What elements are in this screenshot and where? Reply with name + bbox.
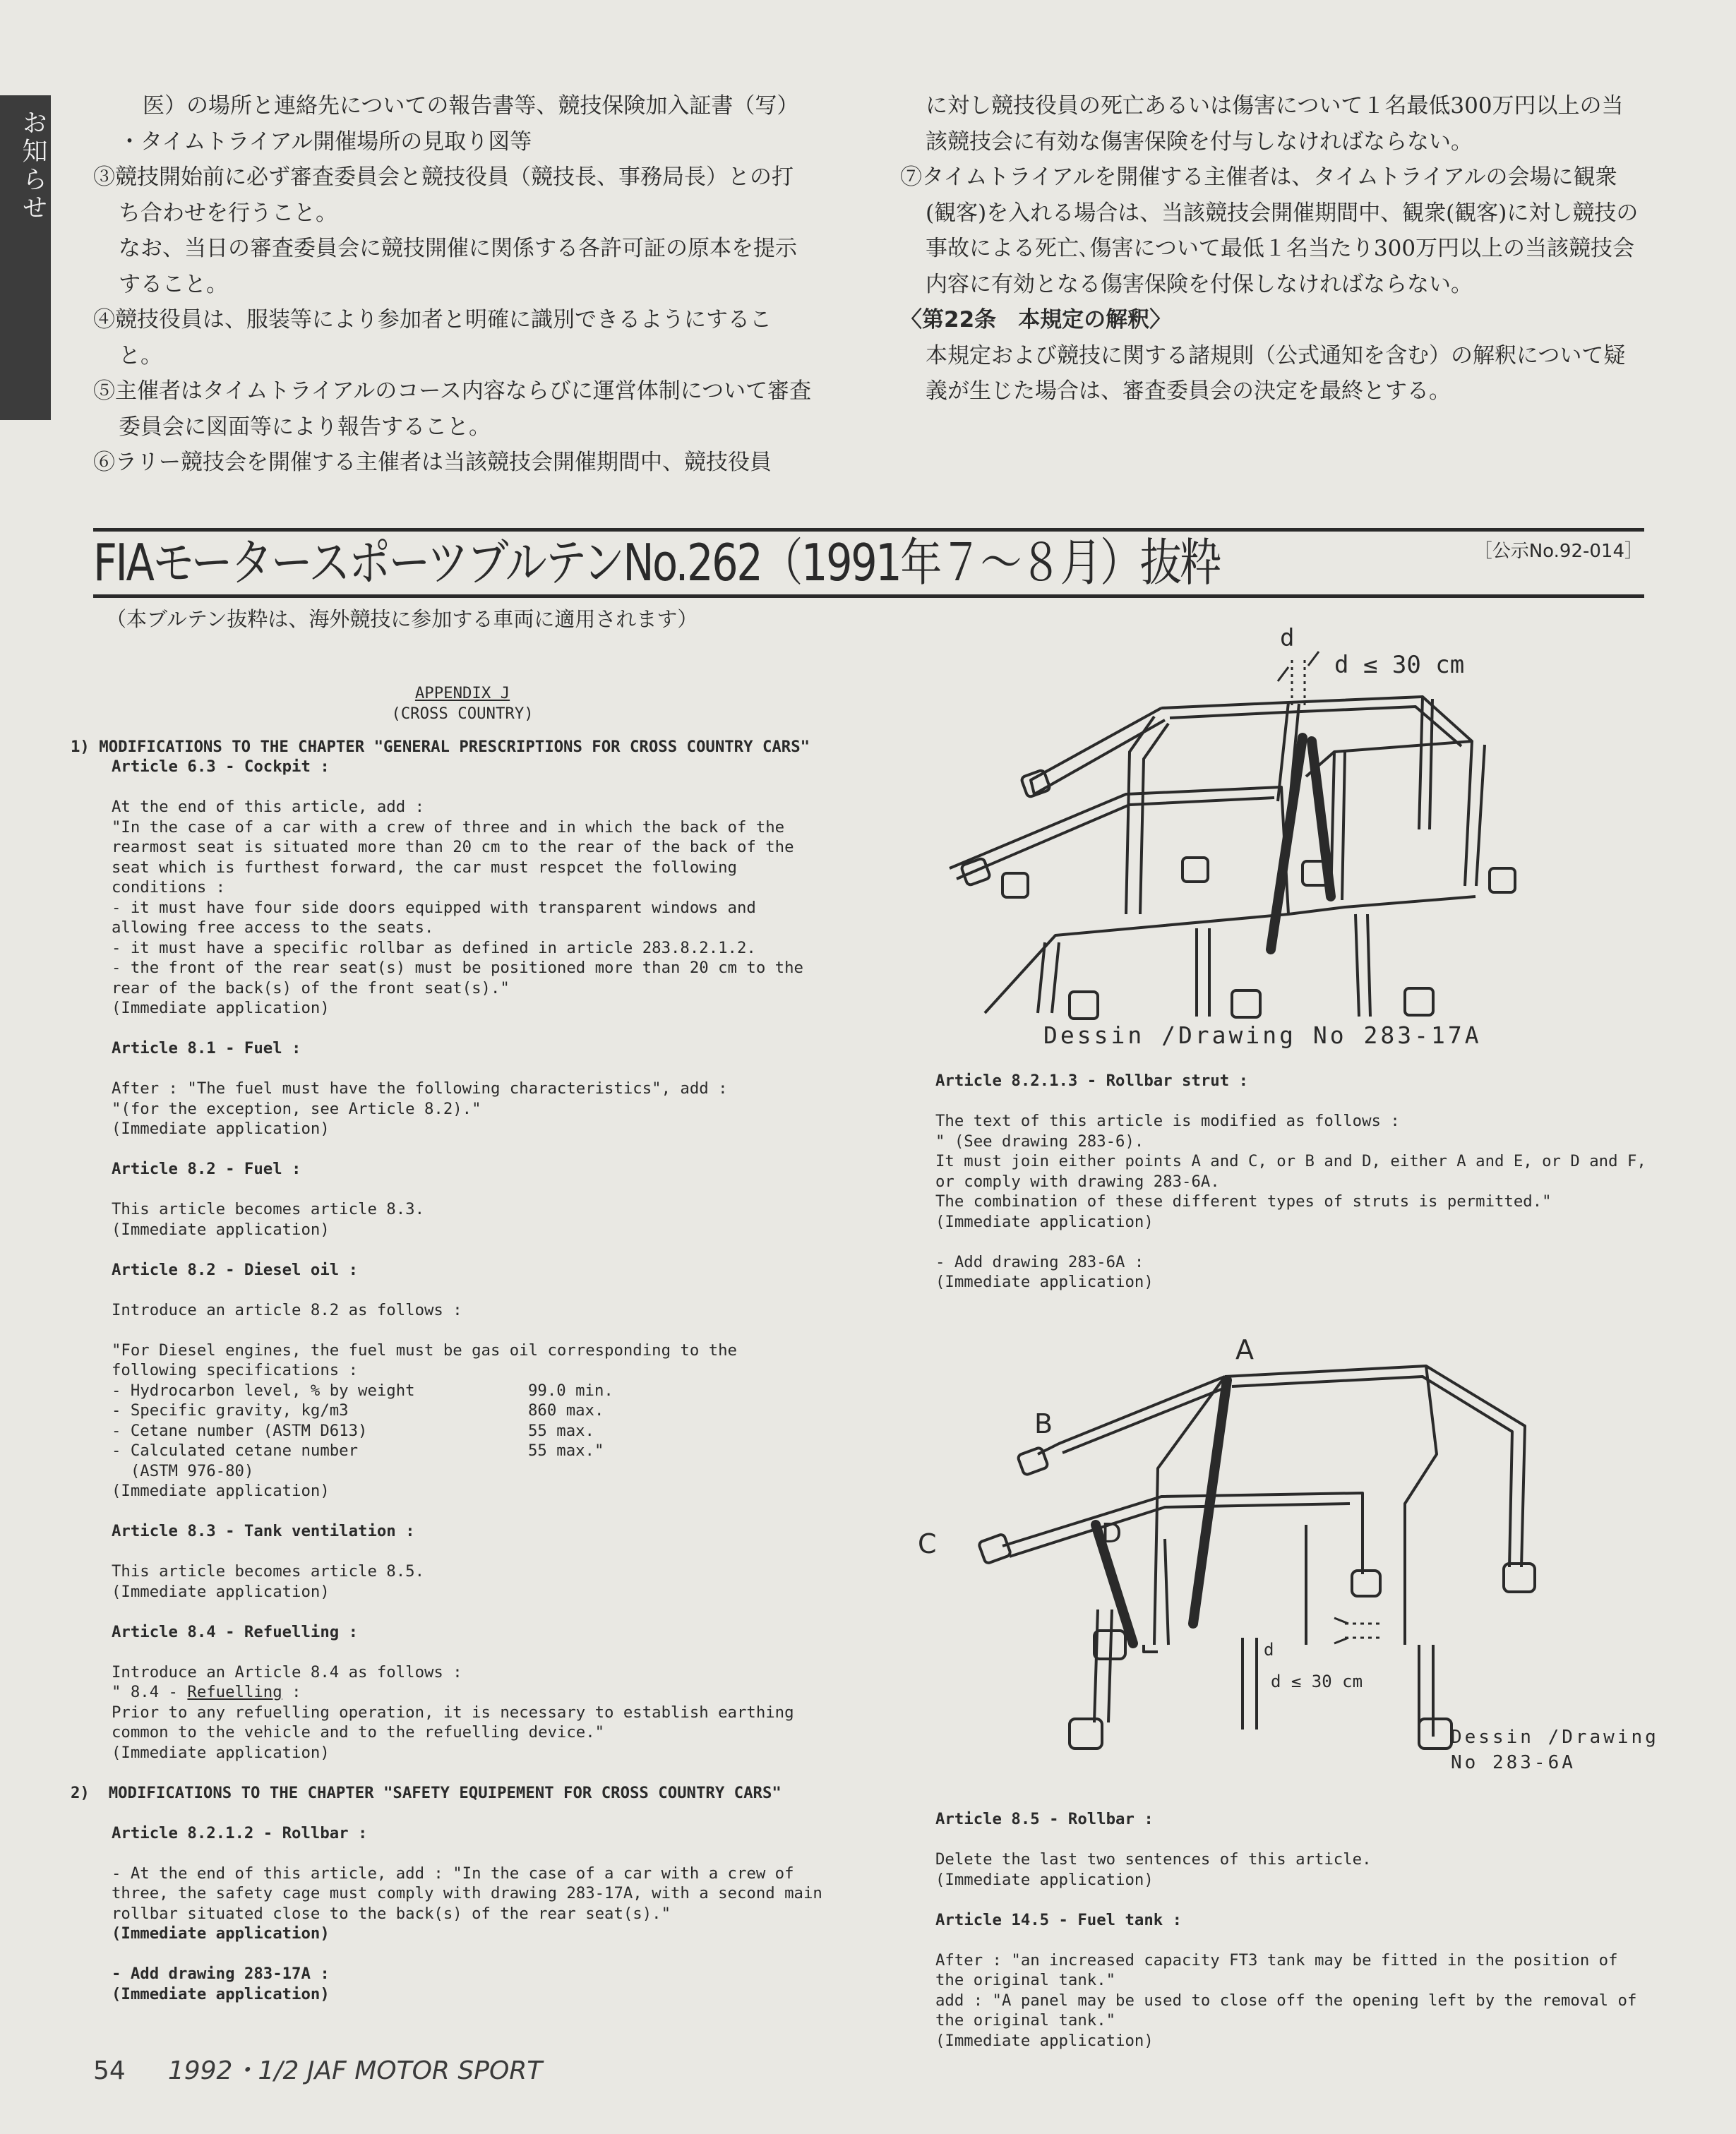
jp-paragraph: 医）の場所と連絡先についての報告書等、競技保険加入証書（写） (143, 93, 799, 119)
article-text: This article becomes article 8.5. (Immediate application) (112, 1562, 424, 1601)
article-heading: Article 6.3 - Cockpit : (112, 757, 330, 776)
article-heading: Article 8.5 - Rollbar : (935, 1810, 1154, 1828)
article-text: After : "The fuel must have the following characteristics", add : "(for the exception, see Article 8.2)." (Immediate application) (112, 1079, 728, 1138)
article-heading: Article 8.3 - Tank ventilation : (112, 1522, 415, 1540)
article-heading: Article 8.2.1.2 - Rollbar : (112, 1823, 368, 1842)
article-heading: Article 14.5 - Fuel tank : (935, 1910, 1183, 1929)
drawing-caption-line: Dessin /Drawing (1451, 1727, 1659, 1748)
spec-row (112, 1401, 826, 1421)
spec-list (71, 1381, 826, 1461)
appendix-subtitle: (CROSS COUNTRY) (391, 704, 534, 723)
spec-row (112, 1381, 826, 1401)
rollcage-drawing-283-6a (911, 1313, 1652, 1779)
english-text-right-lower (935, 1809, 1656, 2071)
article-text: This article becomes article 8.3. (Immediate application) (112, 1200, 424, 1239)
jp-paragraph: ⑤主催者はタイムトライアルのコース内容ならびに運営体制について審査委員会に図面等により報告すること。 (93, 378, 812, 440)
article-heading: Article 8.4 - Refuelling : (112, 1622, 359, 1641)
rollcage-drawing-283-17a (893, 618, 1564, 1069)
jp-paragraph: なお、当日の審査委員会に競技開催に関係する各許可証の原本を提示すること。 (119, 236, 797, 297)
point-d-label: D (1101, 1518, 1123, 1549)
article-text: The text of this article is modified as follows : " (See drawing 283-6). It must join either points A and C, or B and D, either A and E, or D and F, or comply with drawing 283-6A. The combination of these different types of struts is permitted." (Immediate application) (935, 1112, 1646, 1231)
point-c-label: C (918, 1528, 937, 1559)
article-text: At the end of this article, add : "In the case of a car with a crew of three and in which the back of the rearmost seat is situated more than 20 cm to the rear of the back of the seat which is furthest forward, the car must respcet the following conditions : - it must have four side doors equipped with transparent windows and allowing free access to the seats. - it must have a specific rollbar as defined in article 283.8.2.1.2. - the front of the rear seat(s) must be positioned more than 20 cm to the rear of the back(s) of the front seat(s)." (Immediate application) (112, 798, 803, 1017)
spec-name: - Calculated cetane number (112, 1441, 359, 1460)
article-text: After : "an increased capacity FT3 tank may be fitted in the position of the original tank." add : "A panel may be used to close off the opening left by the removal of the original tank." (Immediate application) (935, 1950, 1637, 2050)
appendix-title: APPENDIX J (414, 684, 510, 702)
dimension-d-label: d (1264, 1640, 1274, 1660)
spec-value: 99.0 min. (528, 1381, 613, 1400)
jp-paragraph: に対し競技役員の死亡あるいは傷害について１名最低300万円以上の当該競技会に有効な傷害保険を付与しなければならない。 (926, 93, 1624, 155)
notice-reference: ［公示No.92-014］ (1473, 541, 1643, 562)
jp-paragraph: ④競技役員は、服装等により参加者と明確に識別できるようにすること。 (93, 307, 772, 368)
jp-paragraph: ⑦タイムトライアルを開催する主催者は、タイムトライアルの会場に観衆(観客)を入れる場合は、当該競技会開催期間中、観衆(観客)に対し競技の事故による死亡､傷害について最低１名当たり300万円以上の当該競技会内容に有効となる傷害保険を付保しなければならない。 (900, 164, 1639, 297)
quote-term: Refuelling (187, 1683, 282, 1701)
spec-name: - Cetane number (ASTM D613) (112, 1421, 368, 1440)
article-text: Prior to any refuelling operation, it is necessary to establish earthing common to the vehicle and to the refuelling device." (Immediate application) (112, 1703, 794, 1762)
section-tab: お知らせ (0, 95, 51, 420)
japanese-text-left (93, 88, 813, 481)
section-heading: 2) MODIFICATIONS TO THE CHAPTER "SAFETY EQUIPEMENT FOR CROSS COUNTRY CARS" (71, 1783, 782, 1802)
page-number: 54 (93, 2056, 126, 2085)
article-heading: Article 8.1 - Fuel : (112, 1039, 301, 1057)
drawing-caption: Dessin /Drawing No 283-17A (1043, 1021, 1482, 1049)
article-text: (Immediate application) (112, 1924, 330, 1943)
article-heading: Article 8.2.1.3 - Rollbar strut : (935, 1072, 1248, 1090)
drawing-caption (1451, 1725, 1659, 1775)
article-text: - Add drawing 283-17A : (112, 1965, 330, 1983)
article-text: (ASTM 976-80) (Immediate application) (112, 1461, 330, 1500)
jp-paragraph: ⑥ラリー競技会を開催する主催者は当該競技会開催期間中、競技役員 (93, 450, 772, 475)
spec-row (112, 1441, 826, 1461)
jp-paragraph: ・タイムトライアル開催場所の見取り図等 (119, 128, 532, 155)
article-quote (71, 1682, 826, 1703)
jp-paragraph: ③競技開始前に必ず審査委員会と競技役員（競技長、事務局長）との打ち合わせを行うこと。 (93, 164, 794, 226)
article-text: Introduce an article 8.2 as follows : (112, 1300, 462, 1319)
jp-article-heading: 〈第22条 本規定の解釈〉 (900, 307, 1172, 332)
section-heading: 1) MODIFICATIONS TO THE CHAPTER "GENERAL PRESCRIPTIONS FOR CROSS COUNTRY CARS" (71, 737, 810, 756)
spec-row (112, 1421, 826, 1441)
magazine-name: 1992・1/2 JAF MOTOR SPORT (167, 2056, 543, 2085)
article-text: Delete the last two sentences of this article. (Immediate application) (935, 1850, 1372, 1889)
article-text: (Immediate application) (112, 1984, 330, 2003)
spec-value: 860 max. (528, 1401, 604, 1420)
headline-rule-bottom (93, 594, 1644, 598)
article-text: - At the end of this article, add : "In the case of a car with a crew of three, the safety cage must comply with drawing 283-17A, with a second main rollbar situated close to the back(s) of the rear seat(s)." (112, 1864, 822, 1923)
article-heading: Article 8.2 - Diesel oil : (112, 1260, 359, 1279)
jp-paragraph: 本規定および競技に関する諸規則（公式通知を含む）の解釈について疑義が生じた場合は、審査委員会の決定を最終とする。 (926, 342, 1626, 404)
quote-suffix: : (282, 1683, 301, 1701)
dimension-distance-label: d ≤ 30 cm (1334, 651, 1465, 679)
article-text: Introduce an Article 8.4 as follows : (112, 1662, 462, 1682)
article-text: "For Diesel engines, the fuel must be gas oil corresponding to the following specifications : (112, 1341, 737, 1379)
japanese-text-right (900, 88, 1641, 409)
page-subheading: （本ブルテン抜粋は、海外競技に参加する車両に適用されます） (106, 607, 698, 631)
page-headline: FIAモータースポーツブルテンNo.262（1991年７～８月）抜粋 (93, 533, 1220, 592)
article-text: - Add drawing 283-6A : (Immediate application) (935, 1252, 1154, 1291)
spec-name: - Hydrocarbon level, % by weight (112, 1381, 415, 1400)
drawing-caption-line: No 283-6A (1451, 1752, 1576, 1773)
point-b-label: B (1034, 1408, 1053, 1439)
quote-prefix: " 8.4 - (112, 1683, 188, 1701)
english-text-left (71, 683, 826, 2004)
dimension-d-label: d (1280, 624, 1295, 652)
english-text-right (935, 1071, 1656, 1312)
spec-value: 55 max. (528, 1421, 594, 1440)
point-a-label: A (1235, 1334, 1254, 1365)
dimension-distance-label: d ≤ 30 cm (1271, 1672, 1363, 1691)
spec-value: 55 max." (528, 1441, 604, 1460)
article-heading: Article 8.2 - Fuel : (112, 1160, 301, 1178)
spec-name: - Specific gravity, kg/m3 (112, 1401, 349, 1420)
page-footer (93, 2051, 542, 2087)
